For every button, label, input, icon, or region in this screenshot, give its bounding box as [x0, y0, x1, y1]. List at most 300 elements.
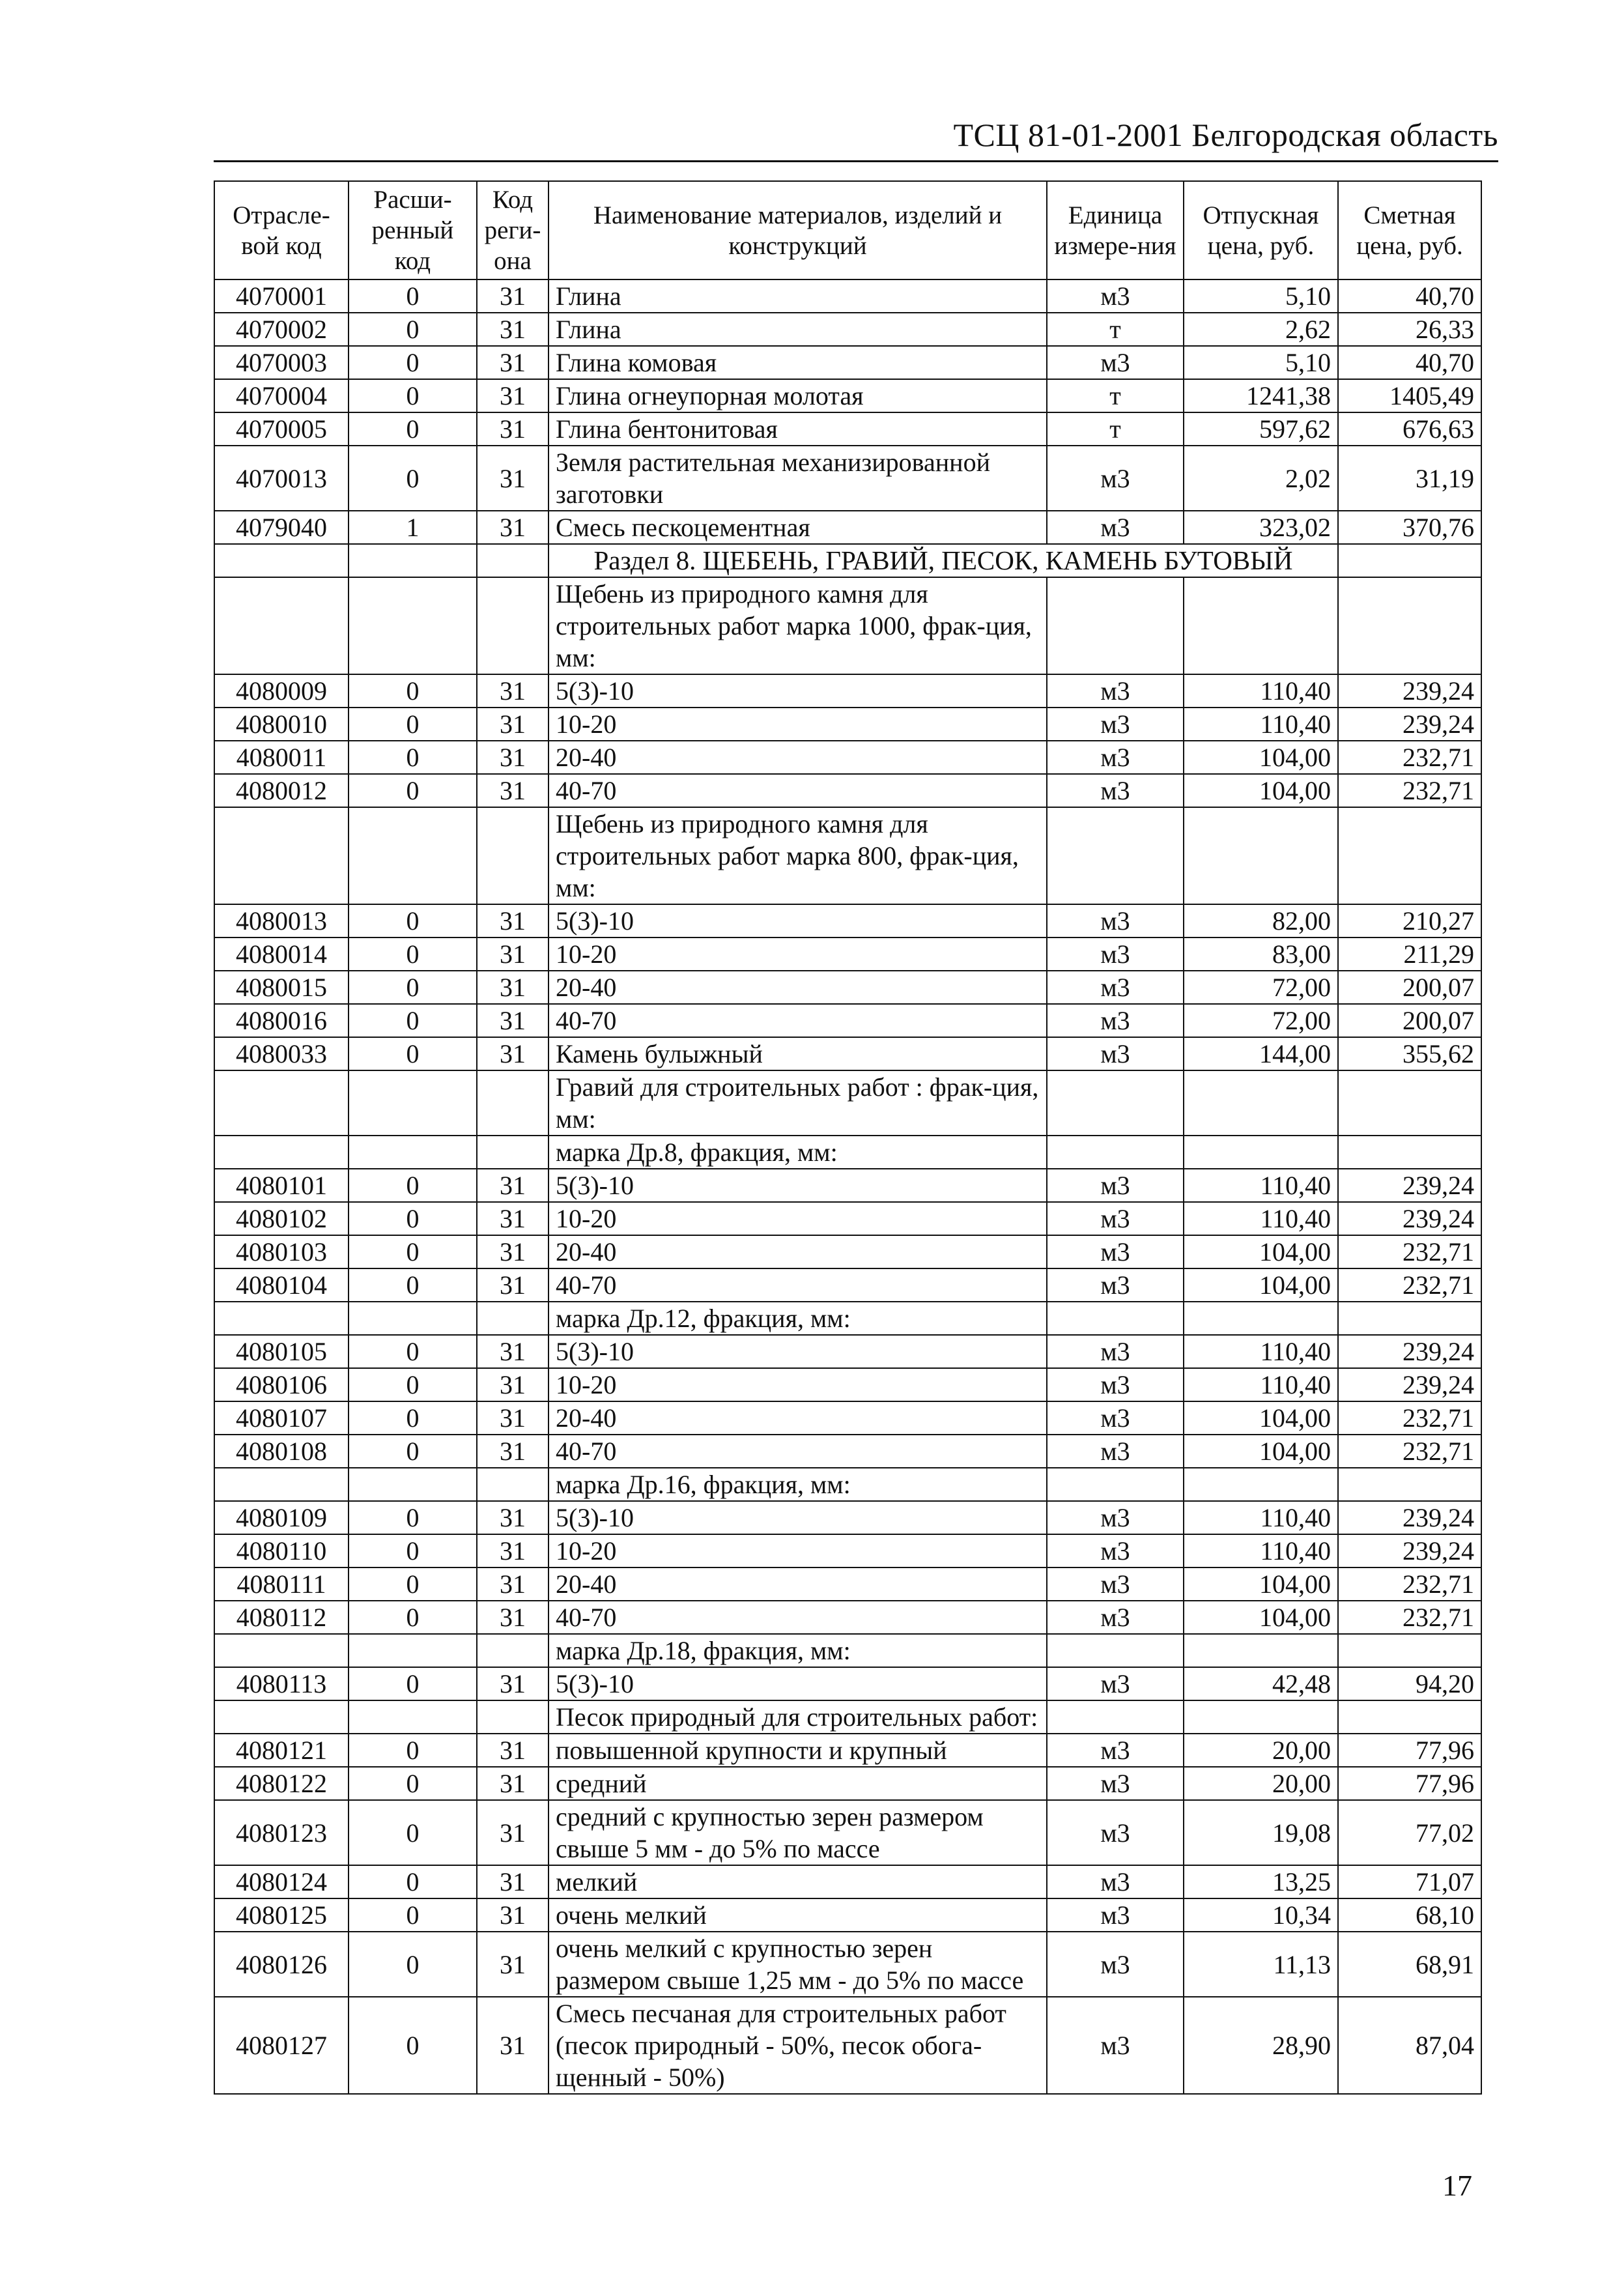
empty-cell — [1047, 577, 1184, 674]
sector-code-cell: 4080101 — [214, 1169, 349, 1202]
estimate-price-cell: 232,71 — [1338, 1435, 1481, 1468]
release-price-cell: 104,00 — [1184, 774, 1338, 807]
sector-code-cell: 4080122 — [214, 1767, 349, 1800]
estimate-price-cell: 232,71 — [1338, 741, 1481, 774]
release-price-cell: 104,00 — [1184, 1268, 1338, 1302]
estimate-price-cell: 200,07 — [1338, 971, 1481, 1004]
table-row — [214, 511, 1481, 544]
table-row — [214, 412, 1481, 446]
col-header-sector-code: Отрасле-вой код — [214, 181, 349, 279]
group-heading-row — [214, 807, 1481, 904]
estimate-price-cell: 239,24 — [1338, 708, 1481, 741]
estimate-price-cell: 232,71 — [1338, 1567, 1481, 1601]
release-price-cell: 104,00 — [1184, 1567, 1338, 1601]
release-price-cell: 20,00 — [1184, 1767, 1338, 1800]
estimate-price-cell: 239,24 — [1338, 1368, 1481, 1401]
table-row — [214, 674, 1481, 708]
table-row — [214, 1501, 1481, 1534]
empty-cell — [214, 577, 349, 674]
unit-cell: м3 — [1047, 971, 1184, 1004]
extended-code-cell: 0 — [349, 1368, 477, 1401]
region-code-cell: 31 — [477, 708, 548, 741]
unit-cell: м3 — [1047, 1501, 1184, 1534]
estimate-price-cell: 676,63 — [1338, 412, 1481, 446]
material-name-cell: повышенной крупности и крупный — [548, 1734, 1047, 1767]
sector-code-cell: 4080010 — [214, 708, 349, 741]
page-number: 17 — [1442, 2169, 1472, 2202]
release-price-cell: 104,00 — [1184, 1401, 1338, 1435]
extended-code-cell: 0 — [349, 1898, 477, 1932]
col-header-region-code: Код реги-она — [477, 181, 548, 279]
region-code-cell: 31 — [477, 1235, 548, 1268]
empty-cell — [1184, 1700, 1338, 1734]
material-name-cell: 10-20 — [548, 708, 1047, 741]
empty-cell — [477, 1468, 548, 1501]
unit-cell: м3 — [1047, 1601, 1184, 1634]
estimate-price-cell: 68,10 — [1338, 1898, 1481, 1932]
sector-code-cell: 4070003 — [214, 346, 349, 379]
material-name-cell: 5(3)-10 — [548, 674, 1047, 708]
empty-cell — [1338, 1136, 1481, 1169]
release-price-cell: 83,00 — [1184, 937, 1338, 971]
header-rule — [214, 160, 1498, 162]
estimate-price-cell: 77,02 — [1338, 1800, 1481, 1865]
region-code-cell: 31 — [477, 1997, 548, 2094]
material-name-cell: средний с крупностью зерен размером свыше 5 мм - до 5% по массе — [548, 1800, 1047, 1865]
region-code-cell: 31 — [477, 1601, 548, 1634]
unit-cell: м3 — [1047, 511, 1184, 544]
empty-cell — [1184, 577, 1338, 674]
material-name-cell: 5(3)-10 — [548, 1667, 1047, 1700]
release-price-cell: 10,34 — [1184, 1898, 1338, 1932]
table-row — [214, 1601, 1481, 1634]
table-row — [214, 1567, 1481, 1601]
release-price-cell: 110,40 — [1184, 1169, 1338, 1202]
document-header-title: ТСЦ 81-01-2001 Белгородская область — [953, 117, 1498, 153]
extended-code-cell: 0 — [349, 412, 477, 446]
table-row — [214, 1268, 1481, 1302]
empty-cell — [214, 807, 349, 904]
region-code-cell: 31 — [477, 1037, 548, 1070]
empty-cell — [1338, 1634, 1481, 1667]
extended-code-cell: 0 — [349, 1734, 477, 1767]
region-code-cell: 31 — [477, 379, 548, 412]
table-row — [214, 379, 1481, 412]
material-name-cell: 20-40 — [548, 1235, 1047, 1268]
sector-code-cell: 4070004 — [214, 379, 349, 412]
release-price-cell: 28,90 — [1184, 1997, 1338, 2094]
sector-code-cell: 4080113 — [214, 1667, 349, 1700]
sector-code-cell: 4080012 — [214, 774, 349, 807]
empty-cell — [349, 1070, 477, 1136]
group-heading-row — [214, 1700, 1481, 1734]
material-name-cell: 20-40 — [548, 1567, 1047, 1601]
release-price-cell: 110,40 — [1184, 1501, 1338, 1534]
material-name-cell: 5(3)-10 — [548, 904, 1047, 937]
table-row — [214, 1800, 1481, 1865]
table-row — [214, 1235, 1481, 1268]
col-header-unit: Единица измере-ния — [1047, 181, 1184, 279]
empty-cell — [1338, 1468, 1481, 1501]
sector-code-cell: 4080106 — [214, 1368, 349, 1401]
table-row — [214, 1169, 1481, 1202]
estimate-price-cell: 232,71 — [1338, 1401, 1481, 1435]
group-title: марка Др.16, фракция, мм: — [548, 1468, 1047, 1501]
estimate-price-cell: 239,24 — [1338, 1202, 1481, 1235]
empty-cell — [1047, 1136, 1184, 1169]
col-header-release-price: Отпускная цена, руб. — [1184, 181, 1338, 279]
release-price-cell: 72,00 — [1184, 1004, 1338, 1037]
region-code-cell: 31 — [477, 1004, 548, 1037]
unit-cell: м3 — [1047, 1037, 1184, 1070]
group-title: Гравий для строительных работ : фрак-ция, мм: — [548, 1070, 1047, 1136]
sector-code-cell: 4080013 — [214, 904, 349, 937]
table-row — [214, 1401, 1481, 1435]
unit-cell: м3 — [1047, 1997, 1184, 2094]
estimate-price-cell: 71,07 — [1338, 1865, 1481, 1898]
table-row — [214, 1335, 1481, 1368]
unit-cell: м3 — [1047, 708, 1184, 741]
region-code-cell: 31 — [477, 1435, 548, 1468]
unit-cell: м3 — [1047, 1667, 1184, 1700]
region-code-cell: 31 — [477, 1767, 548, 1800]
empty-cell — [1338, 577, 1481, 674]
table-row — [214, 346, 1481, 379]
col-header-material-name: Наименование материалов, изделий и конструкций — [548, 181, 1047, 279]
region-code-cell: 31 — [477, 511, 548, 544]
region-code-cell: 31 — [477, 346, 548, 379]
region-code-cell: 31 — [477, 1534, 548, 1567]
extended-code-cell: 0 — [349, 741, 477, 774]
material-name-cell: 40-70 — [548, 1601, 1047, 1634]
release-price-cell: 323,02 — [1184, 511, 1338, 544]
estimate-price-cell: 239,24 — [1338, 1501, 1481, 1534]
region-code-cell: 31 — [477, 1368, 548, 1401]
empty-cell — [1047, 1634, 1184, 1667]
unit-cell: м3 — [1047, 1368, 1184, 1401]
col-header-estimate-price: Сметная цена, руб. — [1338, 181, 1481, 279]
unit-cell: м3 — [1047, 279, 1184, 313]
empty-cell — [1047, 1700, 1184, 1734]
empty-cell — [1184, 1302, 1338, 1335]
unit-cell: т — [1047, 412, 1184, 446]
estimate-price-cell: 68,91 — [1338, 1932, 1481, 1997]
extended-code-cell: 0 — [349, 1435, 477, 1468]
release-price-cell: 5,10 — [1184, 279, 1338, 313]
estimate-price-cell: 40,70 — [1338, 279, 1481, 313]
empty-cell — [1338, 807, 1481, 904]
release-price-cell: 110,40 — [1184, 1335, 1338, 1368]
sector-code-cell: 4080014 — [214, 937, 349, 971]
table-row — [214, 1767, 1481, 1800]
table-row — [214, 904, 1481, 937]
release-price-cell: 2,02 — [1184, 446, 1338, 511]
material-name-cell: 10-20 — [548, 1202, 1047, 1235]
unit-cell: м3 — [1047, 1202, 1184, 1235]
release-price-cell: 19,08 — [1184, 1800, 1338, 1865]
estimate-price-cell: 40,70 — [1338, 346, 1481, 379]
unit-cell: м3 — [1047, 1800, 1184, 1865]
empty-cell — [1184, 1070, 1338, 1136]
estimate-price-cell: 355,62 — [1338, 1037, 1481, 1070]
material-name-cell: очень мелкий с крупностью зерен размером свыше 1,25 мм - до 5% по массе — [548, 1932, 1047, 1997]
sector-code-cell: 4080009 — [214, 674, 349, 708]
sector-code-cell: 4080123 — [214, 1800, 349, 1865]
unit-cell: м3 — [1047, 1734, 1184, 1767]
empty-cell — [1338, 1700, 1481, 1734]
group-title: марка Др.8, фракция, мм: — [548, 1136, 1047, 1169]
unit-cell: м3 — [1047, 1004, 1184, 1037]
group-title: марка Др.18, фракция, мм: — [548, 1634, 1047, 1667]
region-code-cell: 31 — [477, 1202, 548, 1235]
extended-code-cell: 0 — [349, 1567, 477, 1601]
region-code-cell: 31 — [477, 971, 548, 1004]
sector-code-cell: 4080105 — [214, 1335, 349, 1368]
estimate-price-cell: 210,27 — [1338, 904, 1481, 937]
empty-cell — [1047, 1070, 1184, 1136]
empty-cell — [477, 1634, 548, 1667]
group-heading-row — [214, 1070, 1481, 1136]
sector-code-cell: 4080103 — [214, 1235, 349, 1268]
sector-code-cell: 4080109 — [214, 1501, 349, 1534]
region-code-cell: 31 — [477, 313, 548, 346]
release-price-cell: 104,00 — [1184, 741, 1338, 774]
table-body — [214, 279, 1481, 2094]
estimate-price-cell: 87,04 — [1338, 1997, 1481, 2094]
material-name-cell: 5(3)-10 — [548, 1335, 1047, 1368]
region-code-cell: 31 — [477, 1501, 548, 1534]
region-code-cell: 31 — [477, 446, 548, 511]
group-heading-row — [214, 1136, 1481, 1169]
empty-cell — [349, 1302, 477, 1335]
release-price-cell: 104,00 — [1184, 1435, 1338, 1468]
empty-cell — [1047, 1302, 1184, 1335]
region-code-cell: 31 — [477, 674, 548, 708]
empty-cell — [1338, 1302, 1481, 1335]
group-title: марка Др.12, фракция, мм: — [548, 1302, 1047, 1335]
table-row — [214, 1898, 1481, 1932]
empty-cell — [1184, 1634, 1338, 1667]
unit-cell: м3 — [1047, 1335, 1184, 1368]
unit-cell: м3 — [1047, 1235, 1184, 1268]
sector-code-cell: 4080102 — [214, 1202, 349, 1235]
empty-cell — [477, 1070, 548, 1136]
estimate-price-cell: 232,71 — [1338, 1268, 1481, 1302]
table-row — [214, 774, 1481, 807]
table-header-row — [214, 181, 1481, 279]
sector-code-cell: 4070001 — [214, 279, 349, 313]
extended-code-cell: 0 — [349, 937, 477, 971]
table-row — [214, 446, 1481, 511]
empty-cell — [477, 1700, 548, 1734]
unit-cell: м3 — [1047, 1898, 1184, 1932]
section-heading-row — [214, 544, 1481, 577]
extended-code-cell: 0 — [349, 971, 477, 1004]
material-name-cell: 40-70 — [548, 1268, 1047, 1302]
empty-cell — [477, 544, 548, 577]
region-code-cell: 31 — [477, 1898, 548, 1932]
sector-code-cell: 4079040 — [214, 511, 349, 544]
empty-cell — [1184, 807, 1338, 904]
table-row — [214, 1037, 1481, 1070]
release-price-cell: 11,13 — [1184, 1932, 1338, 1997]
release-price-cell: 5,10 — [1184, 346, 1338, 379]
unit-cell: т — [1047, 379, 1184, 412]
unit-cell: м3 — [1047, 1567, 1184, 1601]
extended-code-cell: 0 — [349, 1601, 477, 1634]
empty-cell — [349, 577, 477, 674]
empty-cell — [214, 1136, 349, 1169]
price-table — [214, 180, 1482, 2095]
unit-cell: м3 — [1047, 1169, 1184, 1202]
sector-code-cell: 4080124 — [214, 1865, 349, 1898]
release-price-cell: 104,00 — [1184, 1601, 1338, 1634]
estimate-price-cell: 239,24 — [1338, 1335, 1481, 1368]
sector-code-cell: 4080016 — [214, 1004, 349, 1037]
empty-cell — [349, 544, 477, 577]
material-name-cell: 40-70 — [548, 1004, 1047, 1037]
empty-cell — [477, 1302, 548, 1335]
region-code-cell: 31 — [477, 937, 548, 971]
extended-code-cell: 0 — [349, 1501, 477, 1534]
extended-code-cell: 1 — [349, 511, 477, 544]
material-name-cell: 10-20 — [548, 937, 1047, 971]
estimate-price-cell: 1405,49 — [1338, 379, 1481, 412]
material-name-cell: 20-40 — [548, 741, 1047, 774]
table-row — [214, 1932, 1481, 1997]
sector-code-cell: 4080015 — [214, 971, 349, 1004]
region-code-cell: 31 — [477, 1932, 548, 1997]
extended-code-cell: 0 — [349, 446, 477, 511]
empty-cell — [477, 577, 548, 674]
extended-code-cell: 0 — [349, 1667, 477, 1700]
empty-cell — [477, 807, 548, 904]
table-row — [214, 1667, 1481, 1700]
extended-code-cell: 0 — [349, 1235, 477, 1268]
extended-code-cell: 0 — [349, 708, 477, 741]
sector-code-cell: 4080111 — [214, 1567, 349, 1601]
region-code-cell: 31 — [477, 279, 548, 313]
unit-cell: м3 — [1047, 446, 1184, 511]
extended-code-cell: 0 — [349, 1004, 477, 1037]
table-row — [214, 937, 1481, 971]
extended-code-cell: 0 — [349, 1767, 477, 1800]
sector-code-cell: 4080110 — [214, 1534, 349, 1567]
release-price-cell: 110,40 — [1184, 708, 1338, 741]
release-price-cell: 82,00 — [1184, 904, 1338, 937]
material-name-cell: 40-70 — [548, 774, 1047, 807]
unit-cell: м3 — [1047, 1865, 1184, 1898]
region-code-cell: 31 — [477, 1667, 548, 1700]
empty-cell — [1047, 807, 1184, 904]
sector-code-cell: 4070005 — [214, 412, 349, 446]
empty-cell — [214, 1070, 349, 1136]
table-row — [214, 708, 1481, 741]
extended-code-cell: 0 — [349, 1401, 477, 1435]
unit-cell: м3 — [1047, 1767, 1184, 1800]
sector-code-cell: 4070013 — [214, 446, 349, 511]
extended-code-cell: 0 — [349, 1268, 477, 1302]
material-name-cell: 5(3)-10 — [548, 1501, 1047, 1534]
estimate-price-cell: 94,20 — [1338, 1667, 1481, 1700]
group-title: Щебень из природного камня для строительных работ марка 1000, фрак-ция, мм: — [548, 577, 1047, 674]
group-title: Щебень из природного камня для строительных работ марка 800, фрак-ция, мм: — [548, 807, 1047, 904]
extended-code-cell: 0 — [349, 1169, 477, 1202]
unit-cell: м3 — [1047, 1401, 1184, 1435]
group-title: Песок природный для строительных работ: — [548, 1700, 1047, 1734]
empty-cell — [349, 1634, 477, 1667]
estimate-price-cell: 77,96 — [1338, 1734, 1481, 1767]
region-code-cell: 31 — [477, 1800, 548, 1865]
sector-code-cell: 4080107 — [214, 1401, 349, 1435]
material-name-cell: Глина — [548, 313, 1047, 346]
group-heading-row — [214, 1468, 1481, 1501]
extended-code-cell: 0 — [349, 279, 477, 313]
region-code-cell: 31 — [477, 741, 548, 774]
material-name-cell: Смесь песчаная для строительных работ (песок природный - 50%, песок обога-щенный - 50%) — [548, 1997, 1047, 2094]
estimate-price-cell: 232,71 — [1338, 1235, 1481, 1268]
unit-cell: м3 — [1047, 1534, 1184, 1567]
release-price-cell: 2,62 — [1184, 313, 1338, 346]
empty-cell — [1047, 1468, 1184, 1501]
estimate-price-cell: 26,33 — [1338, 313, 1481, 346]
extended-code-cell: 0 — [349, 379, 477, 412]
group-heading-row — [214, 577, 1481, 674]
material-name-cell: Земля растительная механизированной заготовки — [548, 446, 1047, 511]
material-name-cell: Смесь пескоцементная — [548, 511, 1047, 544]
sector-code-cell: 4080104 — [214, 1268, 349, 1302]
material-name-cell: 40-70 — [548, 1435, 1047, 1468]
table-row — [214, 1202, 1481, 1235]
empty-cell — [214, 544, 349, 577]
release-price-cell: 104,00 — [1184, 1235, 1338, 1268]
release-price-cell: 42,48 — [1184, 1667, 1338, 1700]
estimate-price-cell: 239,24 — [1338, 674, 1481, 708]
estimate-price-cell: 239,24 — [1338, 1169, 1481, 1202]
estimate-price-cell: 31,19 — [1338, 446, 1481, 511]
table-row — [214, 1435, 1481, 1468]
unit-cell: м3 — [1047, 774, 1184, 807]
material-name-cell: 10-20 — [548, 1534, 1047, 1567]
sector-code-cell: 4080126 — [214, 1932, 349, 1997]
empty-cell — [349, 1468, 477, 1501]
estimate-price-cell: 200,07 — [1338, 1004, 1481, 1037]
extended-code-cell: 0 — [349, 1997, 477, 2094]
unit-cell: м3 — [1047, 741, 1184, 774]
empty-cell — [349, 807, 477, 904]
extended-code-cell: 0 — [349, 1202, 477, 1235]
sector-code-cell: 4080112 — [214, 1601, 349, 1634]
unit-cell: м3 — [1047, 937, 1184, 971]
extended-code-cell: 0 — [349, 774, 477, 807]
empty-cell — [214, 1468, 349, 1501]
empty-cell — [1338, 544, 1481, 577]
extended-code-cell: 0 — [349, 1932, 477, 1997]
empty-cell — [1184, 1468, 1338, 1501]
sector-code-cell: 4080127 — [214, 1997, 349, 2094]
region-code-cell: 31 — [477, 1169, 548, 1202]
material-name-cell: средний — [548, 1767, 1047, 1800]
estimate-price-cell: 232,71 — [1338, 1601, 1481, 1634]
region-code-cell: 31 — [477, 1567, 548, 1601]
table-row — [214, 1865, 1481, 1898]
region-code-cell: 31 — [477, 774, 548, 807]
material-name-cell: 20-40 — [548, 1401, 1047, 1435]
estimate-price-cell: 211,29 — [1338, 937, 1481, 971]
table-row — [214, 1004, 1481, 1037]
material-name-cell: Камень булыжный — [548, 1037, 1047, 1070]
release-price-cell: 72,00 — [1184, 971, 1338, 1004]
